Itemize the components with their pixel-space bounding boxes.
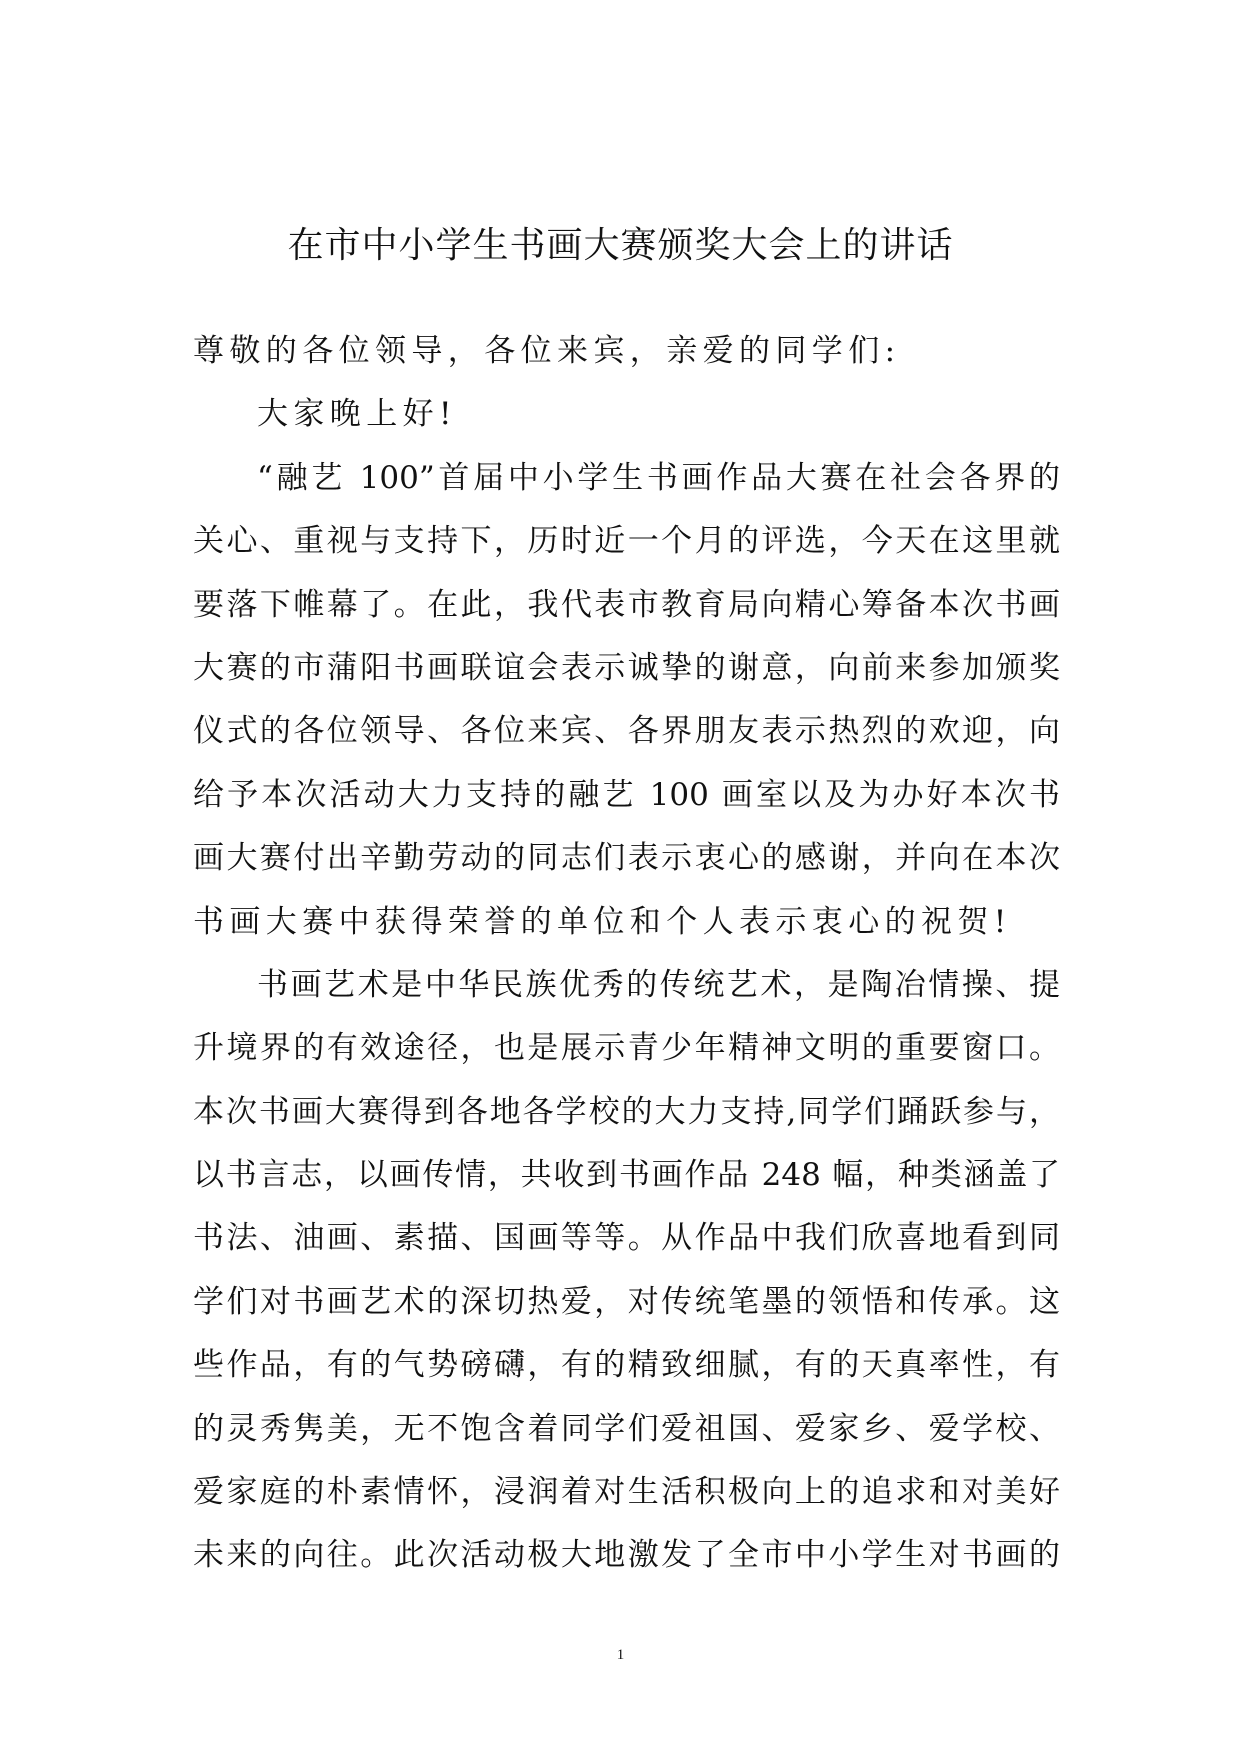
text-line: 爱家庭的朴素情怀，浸润着对生活积极向上的追求和对美好	[193, 1474, 1060, 1511]
greeting-line: 大家晚上好!	[257, 396, 457, 433]
text-line: 书画艺术是中华民族优秀的传统艺术，是陶冶情操、提	[257, 966, 1060, 1003]
text-line: 大赛的市蒲阳书画联谊会表示诚挚的谢意，向前来参加颁奖	[193, 649, 1060, 686]
text-line: 的灵秀隽美，无不饱含着同学们爱祖国、爱家乡、爱学校、	[193, 1410, 1060, 1447]
text-line: 要落下帷幕了。在此，我代表市教育局向精心筹备本次书画	[193, 586, 1060, 623]
text-line: 画大赛付出辛勤劳动的同志们表示衷心的感谢，并向在本次	[193, 840, 1060, 877]
text-line: 书法、油画、素描、国画等等。从作品中我们欣喜地看到同	[193, 1220, 1060, 1257]
speech-body	[193, 320, 1060, 1588]
text-line: 给予本次活动大力支持的融艺 100 画室以及为办好本次书	[193, 776, 1060, 813]
text-line: 以书言志，以画传情，共收到书画作品 248 幅，种类涵盖了	[193, 1157, 1060, 1194]
text-line: 书画大赛中获得荣誉的单位和个人表示衷心的祝贺!	[193, 903, 1012, 940]
text-line: 仪式的各位领导、各位来宾、各界朋友表示热烈的欢迎，向	[193, 713, 1060, 750]
document-title: 在市中小学生书画大赛颁奖大会上的讲话	[287, 225, 954, 266]
text-line: 关心、重视与支持下，历时近一个月的评选，今天在这里就	[193, 523, 1060, 560]
text-line: 本次书画大赛得到各地各学校的大力支持,同学们踊跃参与，	[193, 1093, 1060, 1130]
text-line: 未来的向往。此次活动极大地激发了全市中小学生对书画的	[193, 1537, 1060, 1574]
page-number: 1	[616, 1647, 625, 1663]
text-line: 学们对书画艺术的深切热爱，对传统笔墨的领悟和传承。这	[193, 1283, 1060, 1320]
text-line: “融艺 100”首届中小学生书画作品大赛在社会各界的	[257, 459, 1060, 496]
salutation-line: 尊敬的各位领导，各位来宾，亲爱的同学们:	[193, 333, 901, 369]
text-line: 些作品，有的气势磅礴，有的精致细腻，有的天真率性，有	[193, 1347, 1060, 1384]
text-line: 升境界的有效途径，也是展示青少年精神文明的重要窗口。	[193, 1030, 1060, 1067]
